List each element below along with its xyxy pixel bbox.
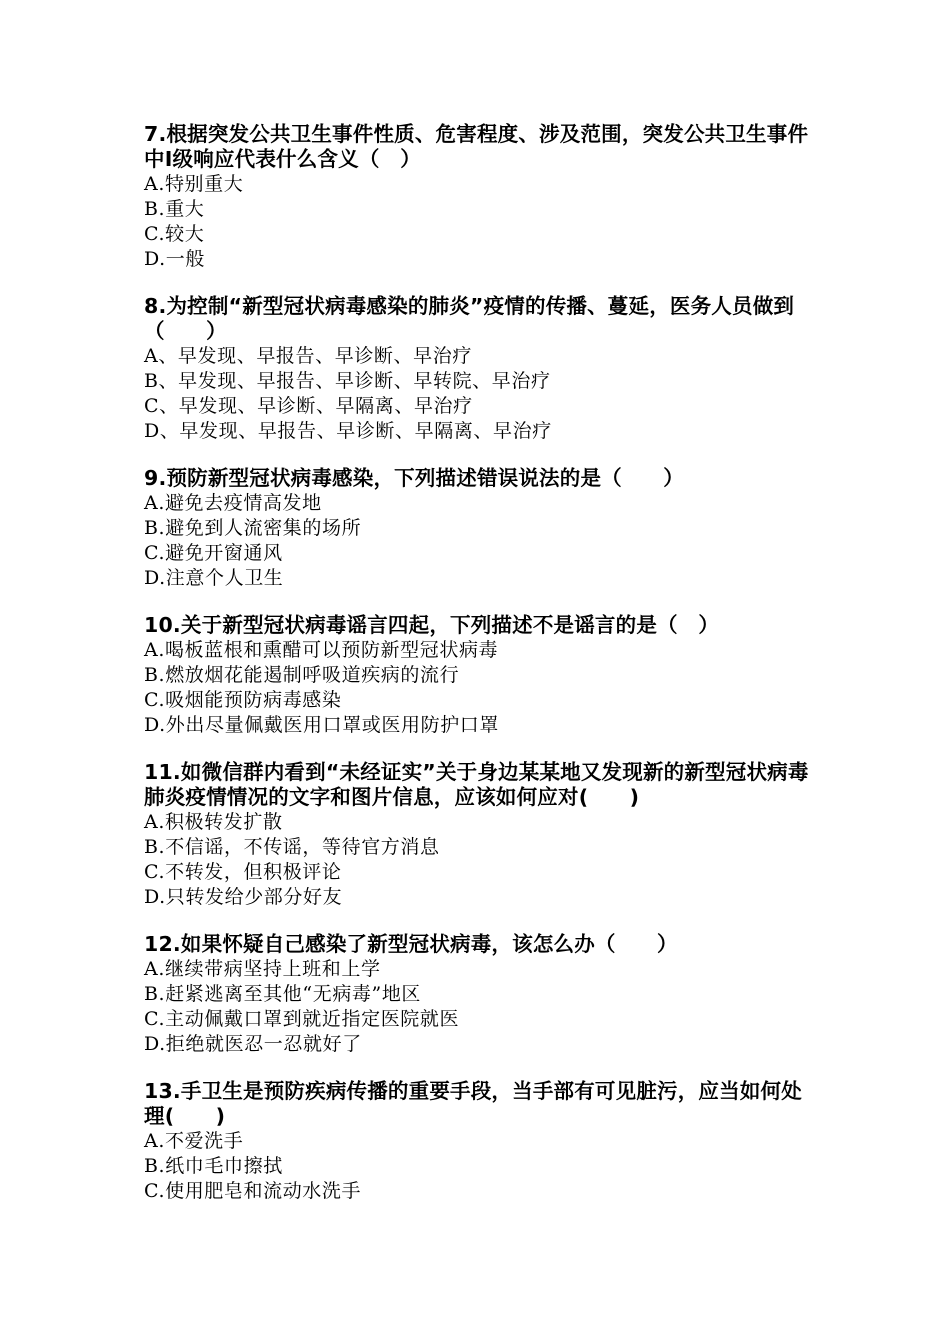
option-a: A.避免去疫情高发地 xyxy=(144,492,322,514)
option-b: B、早发现、早报告、早诊断、早转院、早治疗 xyxy=(144,370,551,392)
document-page xyxy=(144,122,814,1226)
option-a: A、早发现、早报告、早诊断、早治疗 xyxy=(144,345,472,367)
question-stem: 7.根据突发公共卫生事件性质、危害程度、涉及范围，突发公共卫生事件中Ⅰ级响应代表什么含义（ ） xyxy=(144,122,809,171)
option-b: B.赶紧逃离至其他“无病毒”地区 xyxy=(144,983,422,1005)
option-c: C.避免开窗通风 xyxy=(144,542,283,564)
question-stem: 12.如果怀疑自己感染了新型冠状病毒，该怎么办（ ） xyxy=(144,932,678,956)
option-c: C.主动佩戴口罩到就近指定医院就医 xyxy=(144,1008,460,1030)
option-list xyxy=(144,638,814,738)
option-d: D.只转发给少部分好友 xyxy=(144,886,343,908)
option-list xyxy=(144,810,814,910)
option-d: D.外出尽量佩戴医用口罩或医用防护口罩 xyxy=(144,714,499,736)
option-d: D、早发现、早报告、早诊断、早隔离、早治疗 xyxy=(144,420,552,442)
question-10 xyxy=(144,613,814,738)
option-list xyxy=(144,1129,814,1204)
question-12 xyxy=(144,932,814,1057)
question-stem: 10.关于新型冠状病毒谣言四起，下列描述不是谣言的是（ ） xyxy=(144,613,720,637)
question-7 xyxy=(144,122,814,272)
question-stem: 9.预防新型冠状病毒感染，下列描述错误说法的是（ ） xyxy=(144,466,684,490)
option-b: B.燃放烟花能遏制呼吸道疾病的流行 xyxy=(144,664,460,686)
option-c: C.吸烟能预防病毒感染 xyxy=(144,689,342,711)
option-list xyxy=(144,491,814,591)
option-b: B.不信谣，不传谣，等待官方消息 xyxy=(144,836,440,858)
option-c: C.较大 xyxy=(144,223,205,245)
option-b: B.避免到人流密集的场所 xyxy=(144,517,362,539)
option-b: B.重大 xyxy=(144,198,205,220)
option-c: C.不转发，但积极评论 xyxy=(144,861,342,883)
option-d: D.拒绝就医忍一忍就好了 xyxy=(144,1033,362,1055)
question-9 xyxy=(144,466,814,591)
option-a: A.继续带病坚持上班和上学 xyxy=(144,958,381,980)
option-a: A.积极转发扩散 xyxy=(144,811,283,833)
option-a: A.喝板蓝根和熏醋可以预防新型冠状病毒 xyxy=(144,639,499,661)
option-b: B.纸巾毛巾擦拭 xyxy=(144,1155,283,1177)
question-stem: 11.如微信群内看到“未经证实”关于身边某某地又发现新的新型冠状病毒肺炎疫情情况的文字和图片信息，应该如何应对( ) xyxy=(144,760,809,809)
question-stem: 8.为控制“新型冠状病毒感染的肺炎”疫情的传播、蔓延，医务人员做到（ ） xyxy=(144,294,795,343)
option-a: A.特别重大 xyxy=(144,173,244,195)
option-c: C、早发现、早诊断、早隔离、早治疗 xyxy=(144,395,473,417)
option-c: C.使用肥皂和流动水洗手 xyxy=(144,1180,362,1202)
option-list xyxy=(144,344,814,444)
option-list xyxy=(144,957,814,1057)
option-list xyxy=(144,172,814,272)
question-8 xyxy=(144,294,814,444)
option-d: D.一般 xyxy=(144,248,205,270)
question-11 xyxy=(144,760,814,910)
option-a: A.不爱洗手 xyxy=(144,1130,244,1152)
option-d: D.注意个人卫生 xyxy=(144,567,284,589)
question-stem: 13.手卫生是预防疾病传播的重要手段，当手部有可见脏污，应当如何处理( ) xyxy=(144,1079,802,1128)
question-13 xyxy=(144,1079,814,1204)
